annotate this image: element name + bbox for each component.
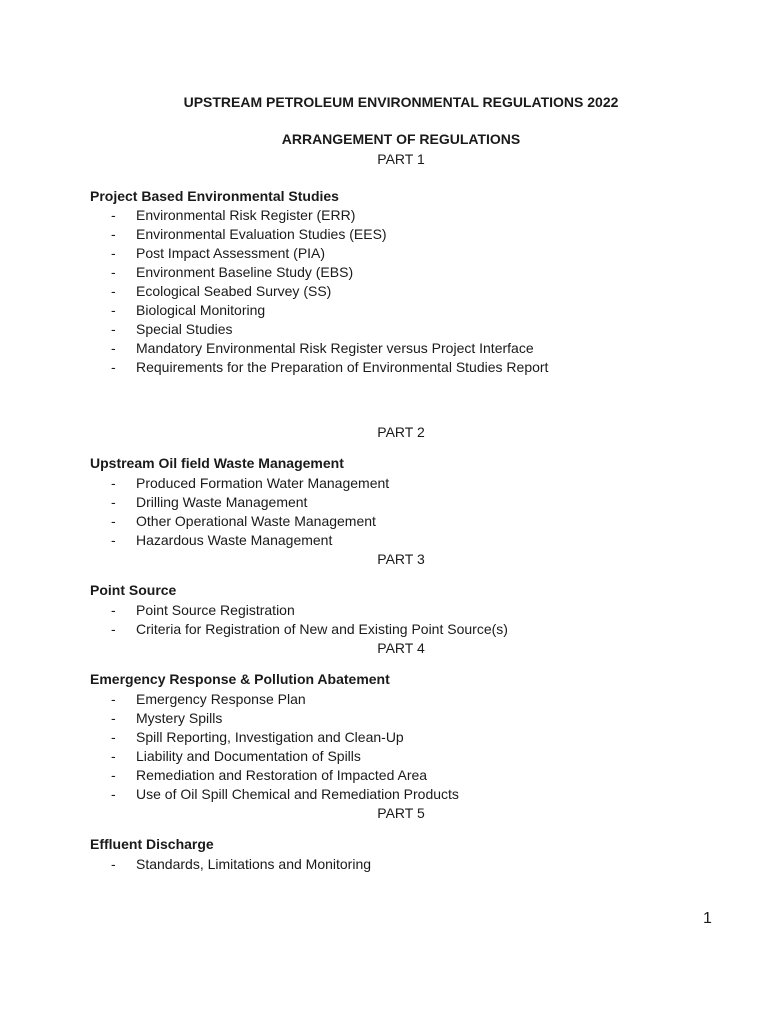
bullet-marker: - [111,207,116,223]
list-item: Ecological Seabed Survey (SS) [136,283,332,299]
list-item: Environment Baseline Study (EBS) [136,264,354,280]
section-heading: Effluent Discharge [90,836,214,852]
section-heading: Upstream Oil field Waste Management [90,455,344,471]
list-item: Use of Oil Spill Chemical and Remediation Products [136,786,459,802]
bullet-marker: - [111,691,116,707]
bullet-marker: - [111,245,116,261]
bullet-marker: - [111,767,116,783]
bullet-marker: - [111,532,116,548]
list-item: Produced Formation Water Management [136,475,390,491]
part-label: PART 3 [377,551,425,567]
list-item: Hazardous Waste Management [136,532,333,548]
list-item: Environmental Risk Register (ERR) [136,207,356,223]
bullet-marker: - [111,602,116,618]
section-heading: Project Based Environmental Studies [90,188,339,204]
bullet-marker: - [111,475,116,491]
list-item: Special Studies [136,321,233,337]
list-item: Mystery Spills [136,710,223,726]
document-title: UPSTREAM PETROLEUM ENVIRONMENTAL REGULATIONS 2022 [183,94,619,110]
bullet-marker: - [111,283,116,299]
part-label: PART 4 [377,640,425,656]
list-item: Environmental Evaluation Studies (EES) [136,226,387,242]
list-item: Requirements for the Preparation of Environmental Studies Report [136,359,549,375]
list-item: Criteria for Registration of New and Existing Point Source(s) [136,621,508,637]
list-item: Spill Reporting, Investigation and Clean-Up [136,729,404,745]
list-item: Liability and Documentation of Spills [136,748,361,764]
list-item: Biological Monitoring [136,302,266,318]
part-label: PART 5 [377,805,425,821]
list-item: Post Impact Assessment (PIA) [136,245,326,261]
bullet-marker: - [111,786,116,802]
section-heading: Point Source [90,582,177,598]
part-label: PART 2 [377,424,425,440]
bullet-marker: - [111,264,116,280]
list-item: Standards, Limitations and Monitoring [136,856,372,872]
bullet-marker: - [111,359,116,375]
bullet-marker: - [111,321,116,337]
bullet-marker: - [111,513,116,529]
section-heading: Emergency Response & Pollution Abatement [90,671,390,687]
bullet-marker: - [111,302,116,318]
document-subtitle: ARRANGEMENT OF REGULATIONS [281,131,521,147]
bullet-marker: - [111,729,116,745]
list-item: Remediation and Restoration of Impacted Area [136,767,428,783]
list-item: Emergency Response Plan [136,691,306,707]
bullet-marker: - [111,226,116,242]
part-label: PART 1 [377,151,425,167]
bullet-marker: - [111,621,116,637]
list-item: Other Operational Waste Management [136,513,376,529]
bullet-marker: - [111,710,116,726]
list-item: Point Source Registration [136,602,295,618]
list-item: Drilling Waste Management [136,494,308,510]
list-item: Mandatory Environmental Risk Register versus Project Interface [136,340,534,356]
bullet-marker: - [111,856,116,872]
bullet-marker: - [111,340,116,356]
page-number: 1 [703,910,712,927]
bullet-marker: - [111,748,116,764]
bullet-marker: - [111,494,116,510]
